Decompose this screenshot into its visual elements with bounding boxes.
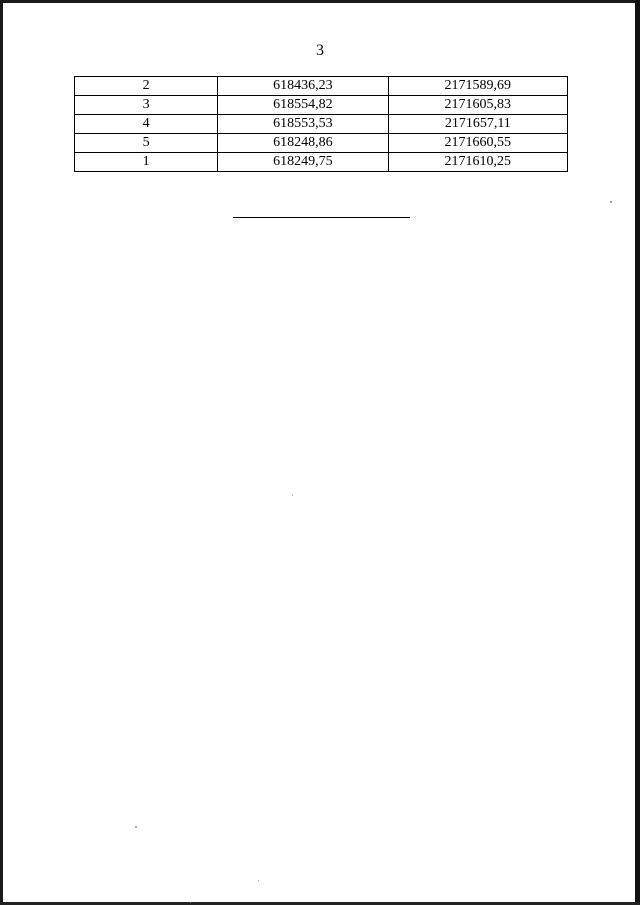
scan-speck (610, 201, 612, 203)
point-number-cell: 4 (75, 115, 218, 134)
y-coordinate-cell: 2171605,83 (388, 96, 567, 115)
x-coordinate-cell: 618249,75 (218, 153, 388, 172)
y-coordinate-cell: 2171660,55 (388, 134, 567, 153)
point-number-cell: 5 (75, 134, 218, 153)
scan-speck (135, 826, 137, 828)
x-coordinate-cell: 618553,53 (218, 115, 388, 134)
table-row (75, 134, 568, 153)
x-coordinate-cell: 618248,86 (218, 134, 388, 153)
scan-speck (258, 880, 259, 881)
y-coordinate-cell: 2171589,69 (388, 77, 567, 96)
point-number-cell: 1 (75, 153, 218, 172)
scan-speck (292, 495, 293, 496)
scan-edge-right (635, 0, 640, 905)
table-row (75, 115, 568, 134)
y-coordinate-cell: 2171610,25 (388, 153, 567, 172)
table-row (75, 153, 568, 172)
point-number-cell: 2 (75, 77, 218, 96)
table-row (75, 77, 568, 96)
point-number-cell: 3 (75, 96, 218, 115)
x-coordinate-cell: 618436,23 (218, 77, 388, 96)
scan-edge-top (0, 0, 640, 3)
scan-edge-left (0, 0, 3, 905)
coordinates-table (74, 76, 568, 172)
end-of-document-rule (233, 217, 410, 218)
table-row (75, 96, 568, 115)
page-number: 3 (316, 42, 324, 59)
scan-speck (190, 902, 191, 903)
y-coordinate-cell: 2171657,11 (388, 115, 567, 134)
x-coordinate-cell: 618554,82 (218, 96, 388, 115)
